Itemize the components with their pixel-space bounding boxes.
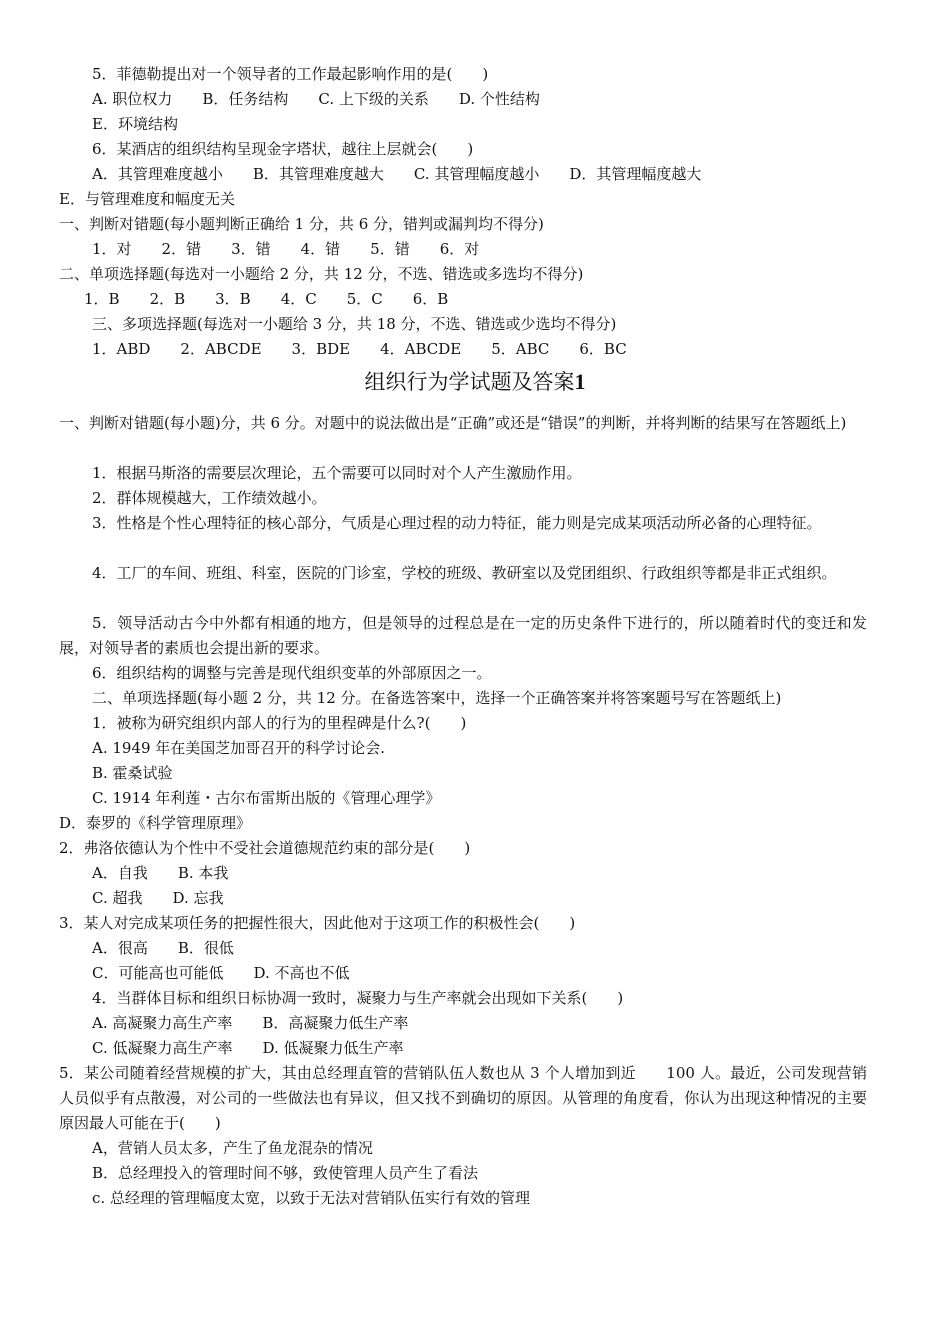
q5-stem: 5．菲德勒提出对一个领导者的工作最起影响作用的是( ) xyxy=(92,65,489,83)
document-title-number: 1 xyxy=(574,369,586,394)
part2-q1-stem: 1．被称为研究组织内部人的行为的里程碑是什么?( ) xyxy=(92,714,467,732)
part1-q3: 3．性格是个性心理特征的核心部分，气质是心理过程的动力特征，能力则是完成某项活动所必备的心理特征。 xyxy=(92,514,822,532)
part2-q1-option-c: C. 1914 年利莲・古尔布雷斯出版的《管理心理学》 xyxy=(92,789,441,807)
part2-q3-options-cd: C．可能高也可能低 D. 不高也不低 xyxy=(92,964,350,982)
part1-intro: 一、判断对错题(每小题)分，共 6 分。对题中的说法做出是“正确”或还是“错误”的判断，并将判断的结果写在答题纸上) xyxy=(59,414,847,432)
part2-q1-option-a: A. 1949 年在美国芝加哥召开的科学讨论会. xyxy=(92,739,386,757)
answer-single-list: 1．B 2．B 3．B 4．C 5．C 6．B xyxy=(84,290,449,308)
part2-q4-options-cd: C. 低凝聚力高生产率 D. 低凝聚力低生产率 xyxy=(92,1039,404,1057)
q6-options: A．其管理难度越小 B．其管理难度越大 C. 其管理幅度越小 D．其管理幅度越大 xyxy=(92,165,702,183)
part2-q1-option-d: D．泰罗的《科学管理原理》 xyxy=(59,814,252,832)
q5-option-e: E．环境结构 xyxy=(92,115,178,133)
part2-q5-option-b: B．总经理投入的管理时间不够，致使管理人员产生了看法 xyxy=(92,1164,479,1182)
part2-q2-stem: 2．弗洛依德认为个性中不受社会道德规范约束的部分是( ) xyxy=(59,839,471,857)
answer-judge-list: 1．对 2．错 3．错 4．错 5．错 6．对 xyxy=(92,240,480,258)
part2-q1-option-b: B. 霍桑试验 xyxy=(92,764,173,782)
q6-option-e: E．与管理难度和幅度无关 xyxy=(59,190,235,208)
q6-stem: 6．某酒店的组织结构呈现金字塔状，越往上层就会( ) xyxy=(92,140,474,158)
part2-q4-stem: 4．当群体目标和组织日标协凋一致时，凝聚力与生产率就会出现如下关系( ) xyxy=(92,989,624,1007)
q5-options: A. 职位权力 B．任务结构 C. 上下级的关系 D. 个性结构 xyxy=(92,90,540,108)
part1-q4: 4．工厂的车间、班组、科室，医院的门诊室，学校的班级、教研室以及党团组织、行政组织等都是非正式组织。 xyxy=(92,564,837,582)
part2-q3-options-ab: A．很高 B．很低 xyxy=(92,939,234,957)
part2-q2-options-cd: C. 超我 D. 忘我 xyxy=(92,889,224,907)
part2-intro: 二、单项选择题(每小题 2 分，共 12 分。在备选答案中，选择一个正确答案并将答案题号写在答题纸上) xyxy=(92,689,782,707)
document-title xyxy=(0,367,950,397)
answer-judge-title: 一、判断对错题(每小题判断正确给 1 分，共 6 分，错判或漏判均不得分) xyxy=(59,215,544,233)
part2-q3-stem: 3．某人对完成某项任务的把握性很大，因此他对于这项工作的积极性会( ) xyxy=(59,914,576,932)
answer-multi-list: 1．ABD 2．ABCDE 3．BDE 4．ABCDE 5．ABC 6．BC xyxy=(92,340,627,358)
part2-q2-options-ab: A．自我 B. 本我 xyxy=(92,864,229,882)
part2-q5-option-c: c. 总经理的管理幅度太宽，以致于无法对营销队伍实行有效的管理 xyxy=(92,1189,530,1207)
part1-q5: 5．领导活动古今中外都有相通的地方，但是领导的过程总是在一定的历史条件下进行的，所以随着时代的变迁和发展，对领导者的素质也会提出新的要求。 xyxy=(59,614,867,657)
part1-q2: 2．群体规模越大，工作绩效越小。 xyxy=(92,489,327,507)
part2-q5-option-a: A，营销人员太多，产生了鱼龙混杂的情况 xyxy=(92,1139,373,1157)
part1-q1: 1．根据马斯洛的需要层次理论，五个需要可以同时对个人产生激励作用。 xyxy=(92,464,582,482)
answer-multi-title: 三、多项选择题(每选对一小题给 3 分，共 18 分，不选、错选或少选均不得分) xyxy=(92,315,617,333)
part2-q4-options-ab: A. 高凝聚力高生产率 B．高凝聚力低生产率 xyxy=(92,1014,409,1032)
document-title-text: 组织行为学试题及答案 xyxy=(364,370,575,394)
answer-single-title: 二、单项选择题(每选对一小题给 2 分，共 12 分，不选、错选或多选均不得分) xyxy=(59,265,584,283)
part2-q5-stem: 5．某公司随着经营规模的扩大，其由总经理直管的营销队伍人数也从 3 个人增加到近 100 人。最近，公司发现营销人员似乎有点散漫，对公司的一些做法也有异议，但又找不到确切的原因。从管理的角度看，你认为出现这种情况的主要原因最人可能在于( ) xyxy=(59,1064,867,1132)
part1-q6: 6．组织结构的调整与完善是现代组织变革的外部原因之一。 xyxy=(92,664,492,682)
